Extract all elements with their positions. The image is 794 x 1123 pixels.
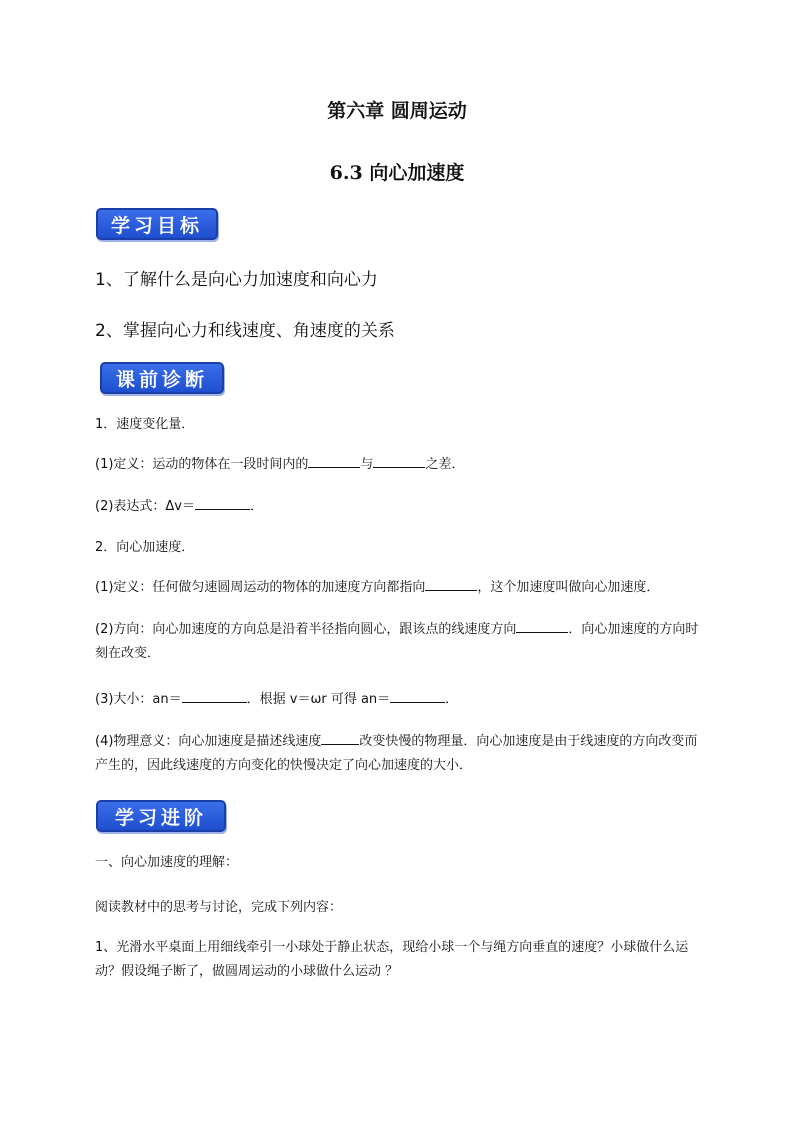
- objective-1: 1、了解什么是向心力加速度和向心力: [95, 270, 378, 290]
- diag-q2-direction: (2)方向：向心加速度的方向总是沿着半径指向圆心，跟该点的线速度方向 ．向心加速度的方向时刻在改变．: [95, 618, 710, 666]
- advance-question-1: 1、光滑水平桌面上用细线牵引一小球处于静止状态，现给小球一个与绳方向垂直的速度？小球做什么运动？假设绳子断了，做圆周运动的小球做什么运动 ？: [95, 940, 689, 979]
- diag-q2-meaning: (4)物理意义：向心加速度是描述线速度 改变快慢的物理量．向心加速度是由于线速度的方向改变而产生的，因此线速度的方向变化的快慢决定了向心加速度的大小．: [95, 730, 710, 778]
- fill-blank: [373, 453, 425, 468]
- fill-blank: [425, 576, 477, 591]
- badge-pre-class-diagnosis: 课前诊断: [100, 362, 224, 394]
- objective-2: 2、掌握向心力和线速度、角速度的关系: [95, 321, 395, 341]
- diag-q1: 1．速度变化量．: [95, 417, 195, 432]
- advance-heading: 一、向心加速度的理解：: [95, 855, 239, 870]
- diag-q1-expression: (2)表达式：Δv＝ ．: [95, 495, 710, 519]
- fill-blank: [195, 495, 250, 510]
- advance-intro: 阅读教材中的思考与讨论，完成下列内容：: [95, 900, 343, 915]
- chapter-title: 第六章 圆周运动: [327, 100, 467, 122]
- badge-learning-goals: 学习目标: [96, 208, 218, 240]
- fill-blank: [308, 453, 360, 468]
- badge-learning-advance: 学习进阶: [96, 800, 226, 832]
- diag-q1-definition: (1)定义：运动的物体在一段时间内的 与 之差．: [95, 453, 710, 477]
- fill-blank: [390, 688, 445, 703]
- fill-blank: [516, 618, 568, 633]
- fill-blank: [182, 688, 247, 703]
- diag-q2: 2．向心加速度．: [95, 540, 195, 555]
- fill-blank: [321, 730, 359, 745]
- diag-q2-definition: (1)定义：任何做匀速圆周运动的物体的加速度方向都指向 ，这个加速度叫做向心加速度．: [95, 576, 710, 600]
- diag-q2-magnitude: (3)大小：an＝ ．根据 v＝ωr 可得 an＝ ．: [95, 688, 710, 712]
- section-title: 6.3 向心加速度: [329, 162, 465, 184]
